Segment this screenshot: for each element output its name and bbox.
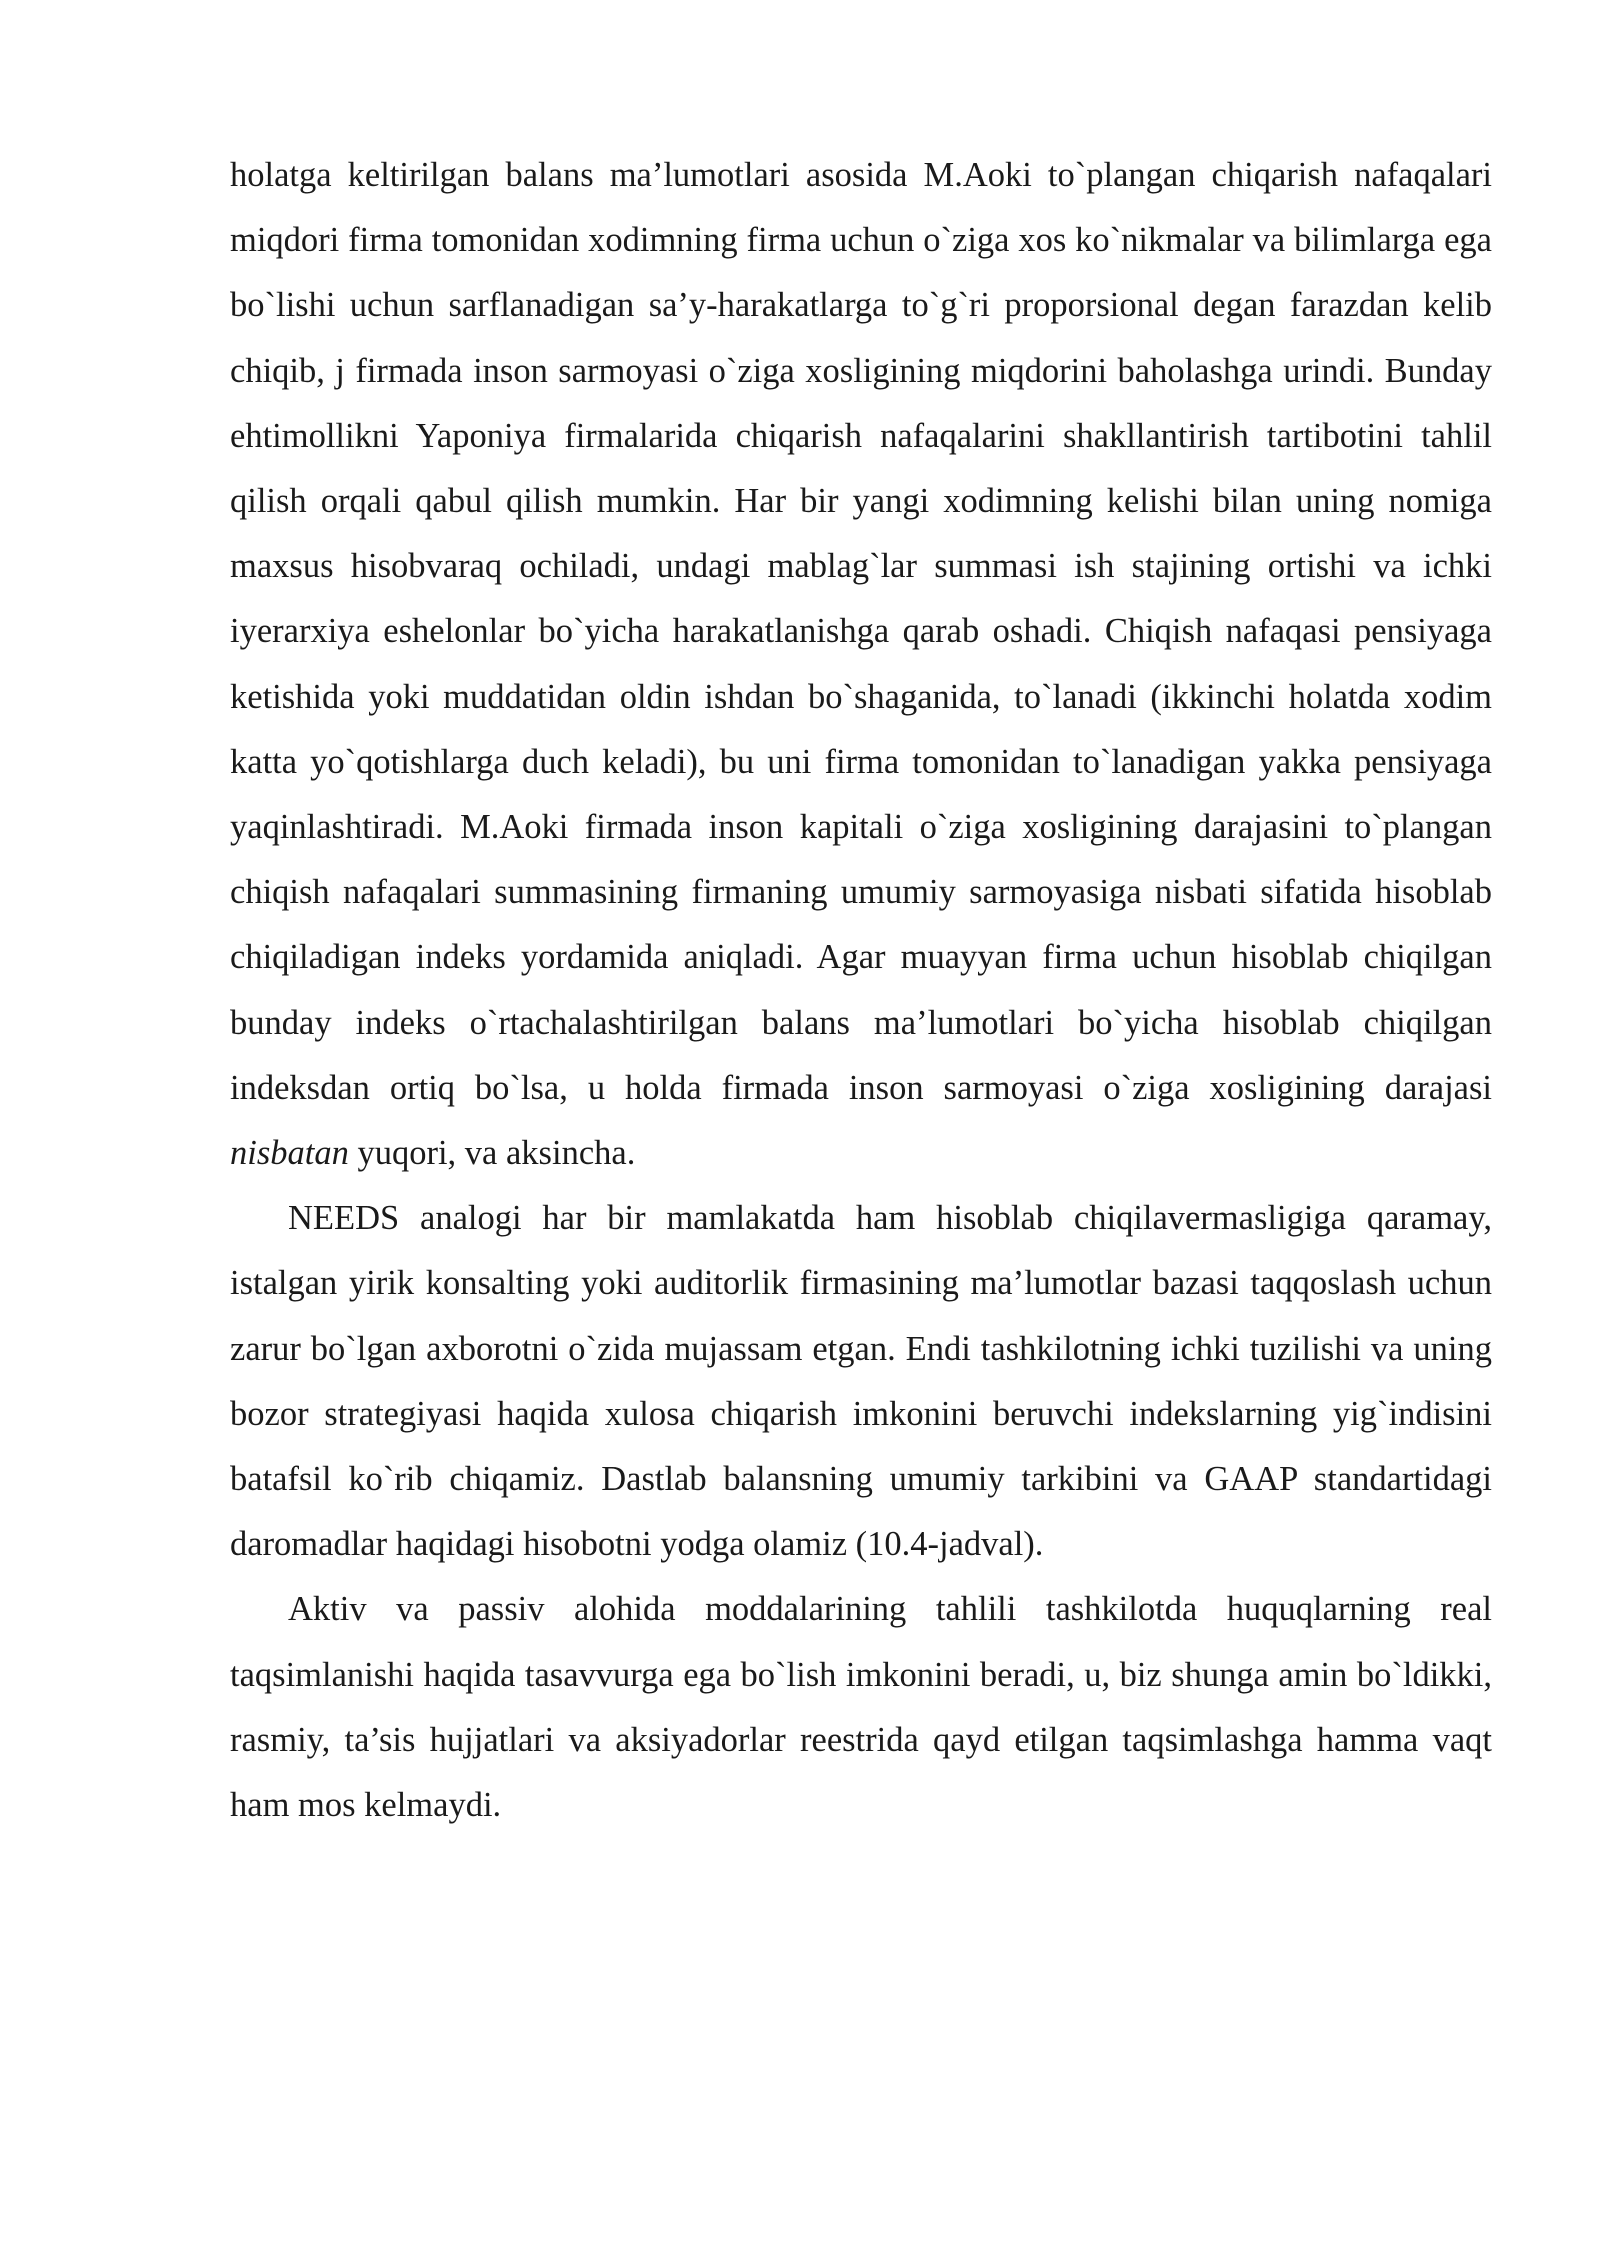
paragraph-2: NEEDS analogi har bir mamlakatda ham hisoblab chiqilavermasligiga qaramay, istalgan yirik konsalting yoki auditorlik firmasining ma’lumotlar bazasi taqqoslash uchun zarur bo`lgan axborotni o`zida mujassam etgan. Endi tashkilotning ichki tuzilishi va uning bozor strategiyasi haqida xulosa chiqarish imkonini beruvchi indekslarning yig`indisini batafsil ko`rib chiqamiz. Dastlab balansning umumiy tarkibini va GAAP standartidagi daromadlar haqidagi hisobotni yodga olamiz (10.4-jadval). <box>230 1199 1492 1564</box>
italic-word: nisbatan <box>230 1134 349 1173</box>
paragraph-1 <box>230 143 1492 1186</box>
paragraph-1-text: holatga keltirilgan balans ma’lumotlari asosida M.Aoki to`plangan chiqarish nafaqalari miqdori firma tomonidan xodimning firma uchun o`ziga xos ko`nikmalar va bilimlarga ega bo`lishi uchun sarflanadigan sa’y-harakatlarga to`g`ri proporsional degan farazdan kelib chiqib, j firmada inson sarmoyasi o`ziga xosligining miqdorini baholashga urindi. Bunday ehtimollikni Yaponiya firmalarida chiqarish nafaqalarini shakllantirish tartibotini tahlil qilish orqali qabul qilish mumkin. Har bir yangi xodimning kelishi bilan uning nomiga maxsus hisobvaraq ochiladi, undagi mablag`lar summasi ish stajining ortishi va ichki iyerarxiya eshelonlar bo`yicha harakatlanishga qarab oshadi. Chiqish nafaqasi pensiyaga ketishida yoki muddatidan oldin ishdan bo`shaganida, to`lanadi (ikkinchi holatda xodim katta yo`qotishlarga duch keladi), bu uni firma tomonidan to`lanadigan yakka pensiyaga yaqinlashtiradi. M.Aoki firmada inson kapitali o`ziga xosligining darajasini to`plangan chiqish nafaqalari summasining firmaning umumiy sarmoyasiga nisbati sifatida hisoblab chiqiladigan indeks yordamida aniqladi. Agar muayyan firma uchun hisoblab chiqilgan bunday indeks o`rtachalashtirilgan balans ma’lumotlari bo`yicha hisoblab chiqilgan indeksdan ortiq bo`lsa, u holda firmada inson sarmoyasi o`ziga xosligining darajasi <box>230 156 1492 1107</box>
document-page <box>230 143 1492 1838</box>
paragraph-3: Aktiv va passiv alohida moddalarining tahlili tashkilotda huquqlarning real taqsimlanishi haqida tasavvurga ega bo`lish imkonini beradi, u, biz shunga amin bo`ldikki, rasmiy, ta’sis hujjatlari va aksiyadorlar reestrida qayd etilgan taqsimlashga hamma vaqt ham mos kelmaydi. <box>230 1590 1492 1825</box>
paragraph-1-tail: yuqori, va aksincha. <box>348 1134 636 1173</box>
